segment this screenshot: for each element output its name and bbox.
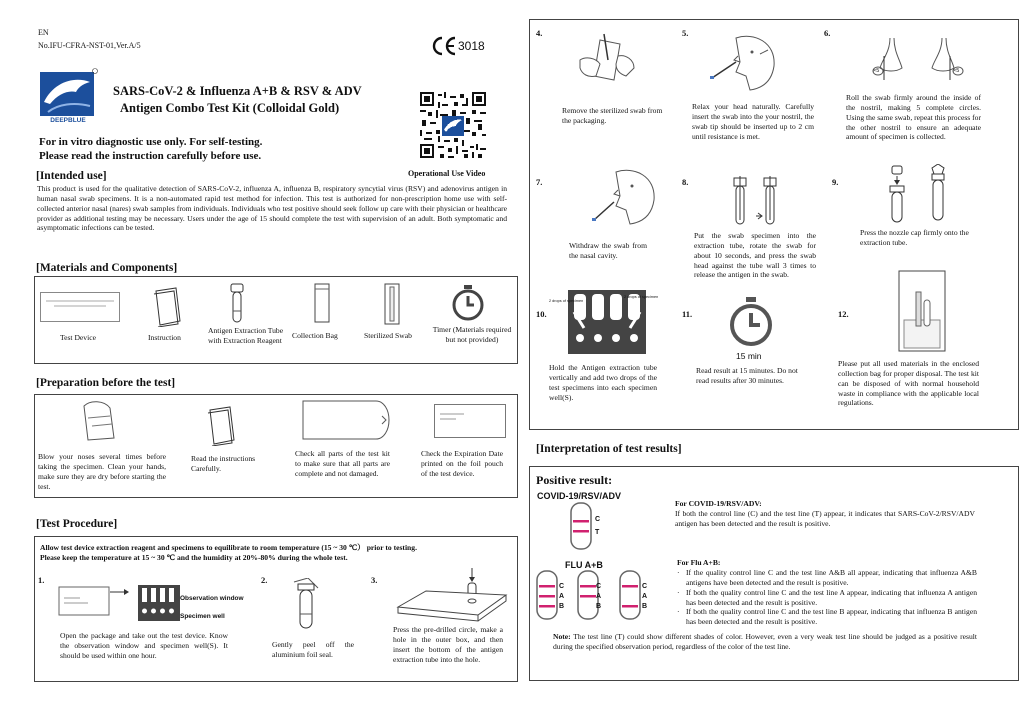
- flu-1-line-b: B: [559, 603, 565, 610]
- step-8-number: 8.: [682, 177, 689, 187]
- insert-tube-box-image: [396, 567, 508, 623]
- flu-2-line-c: C: [596, 583, 602, 590]
- flu-result-item: · If both the quality control line C and the test line A appear, indicating that influenza A antigen has been detected and the result is positive.: [677, 587, 977, 607]
- expiration-image: [434, 404, 506, 438]
- step-3-number: 3.: [371, 575, 378, 585]
- instruction-image: [152, 287, 184, 327]
- ce-icon: [431, 36, 457, 56]
- usage-line-2: Please read the instruction carefully before use.: [39, 150, 262, 162]
- qr-code-icon: [420, 92, 486, 158]
- material-label-sterilized-swab: Sterilized Swab: [364, 331, 412, 340]
- procedure-note-2: Please keep the temperature at 15 ~ 30 ℃ and the humidity at 20%-80% during the whole test.: [40, 553, 348, 562]
- ce-mark: [431, 36, 485, 56]
- procedure-heading: [Test Procedure]: [36, 518, 118, 530]
- step-12-number: 12.: [838, 309, 849, 319]
- note-text: The test line (T) could show different shades of color. However, even a very weak test line should be judged as a positive result during the specified observation period, regardless of the color of the test line.: [553, 632, 978, 651]
- device-channel-labels: [576, 285, 646, 290]
- blow-nose-image: [74, 398, 124, 446]
- flu-strip-label: FLU A+B: [565, 560, 603, 570]
- disposal-bag-image: [898, 270, 946, 352]
- flu-3-line-a: A: [642, 593, 648, 600]
- device-label-covid: COVID-19: [598, 285, 618, 290]
- flu-3-line-b: B: [642, 603, 648, 610]
- title-line-2: Antigen Combo Test Kit (Colloidal Gold): [120, 101, 340, 115]
- covid-result-title: For COVID-19/RSV/ADV:: [675, 499, 762, 508]
- peel-foil-image: [288, 578, 324, 632]
- step-10-number: 10.: [536, 309, 547, 319]
- intended-use-heading: [Intended use]: [36, 170, 107, 182]
- step-5-number: 5.: [682, 28, 689, 38]
- ce-number: 3018: [458, 38, 485, 53]
- step-7-number: 7.: [536, 177, 543, 187]
- document-number: No.IFU-CFRA-NST-01,Ver.A/5: [38, 41, 141, 50]
- step-3-text: Press the pre-drilled circle, make a hole in the outer box, and then insert the bottom of the antigen extraction tube into the hole.: [393, 625, 503, 664]
- prep-text-4: Check the Expiration Date printed on the foil pouch of the test device.: [421, 449, 503, 478]
- covid-positive-strip: [570, 502, 592, 550]
- interpretation-heading: [Interpretation of test results]: [536, 443, 682, 455]
- materials-heading: [Materials and Components]: [36, 262, 178, 274]
- drops-label-right: 2 drops of specimen: [624, 295, 659, 299]
- flu-1-line-c: C: [559, 583, 565, 590]
- flu-2-line-a: A: [596, 593, 602, 600]
- device-label-rsv: RSV: [623, 285, 632, 290]
- step-4-number: 4.: [536, 28, 543, 38]
- flu-result-title: For Flu A+B:: [677, 558, 721, 567]
- test-device-diagram: [58, 584, 180, 624]
- step-5-text: Relax your head naturally. Carefully insert the swab into the your nostril, the swab tip should be inserted up to 2 cm until resistance is met.: [692, 102, 814, 141]
- title-line-1: SARS-CoV-2 & Influenza A+B & RSV & ADV: [113, 84, 362, 98]
- flu-result-item: · If both the quality control line C and the test line B appear, indicating that influenza B antigen has been detected and the result is positive.: [677, 607, 977, 627]
- timer-15-icon: [728, 297, 774, 349]
- flu-result-list: [677, 568, 977, 627]
- rotate-swab-image: [728, 176, 784, 230]
- step-1-number: 1.: [38, 575, 45, 585]
- circles-label-left: ×5: [873, 68, 880, 74]
- read-instructions-image: [206, 406, 238, 446]
- step-6-number: 6.: [824, 28, 831, 38]
- specimen-well-label: Specimen well: [180, 613, 225, 620]
- step-2-text: Gently peel off the aluminium foil seal.: [272, 640, 354, 659]
- qr-code[interactable]: [420, 92, 486, 158]
- dolphin-logo-icon: [38, 68, 98, 118]
- step-10-text: Hold the Antigen extraction tube vertically and add two drops of the test specimens into each specimen well(S).: [549, 363, 657, 402]
- device-label-adv: ADV: [637, 285, 646, 290]
- drops-label-left: 2 drops of specimen: [549, 299, 584, 303]
- positive-heading: Positive result:: [536, 473, 613, 487]
- nozzle-cap-image: [886, 164, 956, 224]
- flu-2-line-b: B: [596, 603, 602, 610]
- insert-swab-image: [706, 32, 784, 94]
- remove-swab-image: [570, 30, 640, 92]
- flu-strip-3-labels: [642, 582, 647, 612]
- roll-swab-image: [868, 36, 968, 82]
- flu-3-line-c: C: [642, 583, 648, 590]
- note-label: Note:: [553, 632, 571, 641]
- step-6-text: Roll the swab firmly around the inside of the nostril, making 5 complete circles. Using the same swab, repeat this process for the other nostril to ensure an adequate amount of specimen is collected.: [846, 93, 981, 142]
- covid-line-t: T: [595, 529, 600, 536]
- circles-label-right: ×5: [953, 68, 960, 74]
- video-label: Operational Use Video: [408, 169, 486, 178]
- timer-icon: [450, 285, 486, 321]
- step-8-text: Put the swab specimen into the extraction tube, rotate the swab for about 10 seconds, and press the swab head against the tube wall 3 times to release the antigen in the swab.: [694, 231, 816, 280]
- brand-logo: [38, 68, 98, 126]
- step-9-number: 9.: [832, 177, 839, 187]
- brand-name: DEEPBLUE: [50, 117, 86, 124]
- covid-strip-label: COVID-19/RSV/ADV: [537, 491, 622, 501]
- step-4-text: Remove the sterilized swab from the packaging.: [562, 106, 663, 125]
- material-label-test-device: Test Device: [60, 333, 96, 342]
- withdraw-swab-image: [590, 166, 660, 228]
- read-timer-image: [728, 297, 774, 349]
- timer-image: [450, 285, 486, 321]
- flu-1-line-a: A: [559, 593, 565, 600]
- material-label-collection-bag: Collection Bag: [292, 331, 338, 340]
- procedure-note-1: Allow test device extraction reagent and specimens to equilibrate to room temperature (15 ~ 30 ℃） prior to testing.: [40, 543, 417, 552]
- extraction-tube-image: [227, 283, 247, 325]
- device-label-flu: FLU A+B: [576, 285, 593, 290]
- intended-use-text: This product is used for the qualitative detection of SARS-CoV-2, influenza A, influenza B, respiratory syncytial virus (RSV) and adenovirus antigen in human nasal swab specimens. It is a non-automated rapid test method for infection. This test is authorized for non-prescription home use with self-collected anterior nasal (nares) swab samples from individuals. Individuals who test positive should seek follow up care with their physician or healthcare provider as additional testing may be necessary. Users under the age of 15 should complete the test with supervision of an adult. Both symptomatic and asymptomatic infections can be tested.: [37, 184, 507, 233]
- step-9-text: Press the nozzle cap firmly onto the extraction tube.: [860, 228, 969, 247]
- preparation-heading: [Preparation before the test]: [36, 377, 176, 389]
- flu-strip-2-labels: [596, 582, 601, 612]
- step-7-text: Withdraw the swab from the nasal cavity.: [569, 241, 647, 260]
- material-label-instruction: Instruction: [148, 333, 181, 342]
- flu-strip-1-labels: [559, 582, 564, 612]
- step-12-text: Please put all used materials in the enclosed collection bag for proper disposal. The test kit can be disposed of with normal household waste in compliance with the applicable local regulations.: [838, 359, 979, 408]
- language-code: EN: [38, 28, 49, 37]
- add-drops-image: [562, 282, 652, 358]
- timer-15-label: 15 min: [736, 351, 762, 361]
- step-11-number: 11.: [682, 309, 693, 319]
- collection-bag-image: [314, 283, 330, 323]
- test-device-image: [40, 292, 120, 322]
- prep-text-2: Read the instructions Carefully.: [191, 454, 256, 473]
- usage-line-1: For in vitro diagnostic use only. For self-testing.: [39, 136, 263, 148]
- check-kit-image: [302, 400, 390, 440]
- covid-result-text: If both the control line (C) and the test line (T) appear, it indicates that SARS-CoV-2/RSV/ADV antigen has been detected and the result is positive.: [675, 509, 975, 528]
- step-2-number: 2.: [261, 575, 268, 585]
- material-label-timer: Timer (Materials required but not provided): [432, 325, 512, 344]
- covid-line-c: C: [595, 516, 601, 523]
- result-note: [553, 632, 977, 652]
- prep-text-3: Check all parts of the test kit to make sure that all parts are complete and not damaged.: [295, 449, 390, 478]
- flu-result-item: · If the quality control line C and the test line A&B all appear, indicating that influenza A&B antigens have been detected and the result is positive.: [677, 568, 977, 587]
- step-1-text: Open the package and take out the test device. Know the observation window and specimen well(S). It should be used within one hour.: [60, 631, 228, 660]
- step-11-text: Read result at 15 minutes. Do not read results after 30 minutes.: [696, 366, 798, 385]
- material-label-extraction-tube: Antigen Extraction Tube with Extraction Reagent: [208, 326, 284, 345]
- observation-window-label: Observation window: [180, 595, 244, 602]
- sterilized-swab-image: [384, 283, 400, 325]
- prep-text-1: Blow your noses several times before taking the specimen. Clean your hands, make sure they are dry before starting the test.: [38, 452, 166, 491]
- flu-positive-strips: [536, 570, 646, 620]
